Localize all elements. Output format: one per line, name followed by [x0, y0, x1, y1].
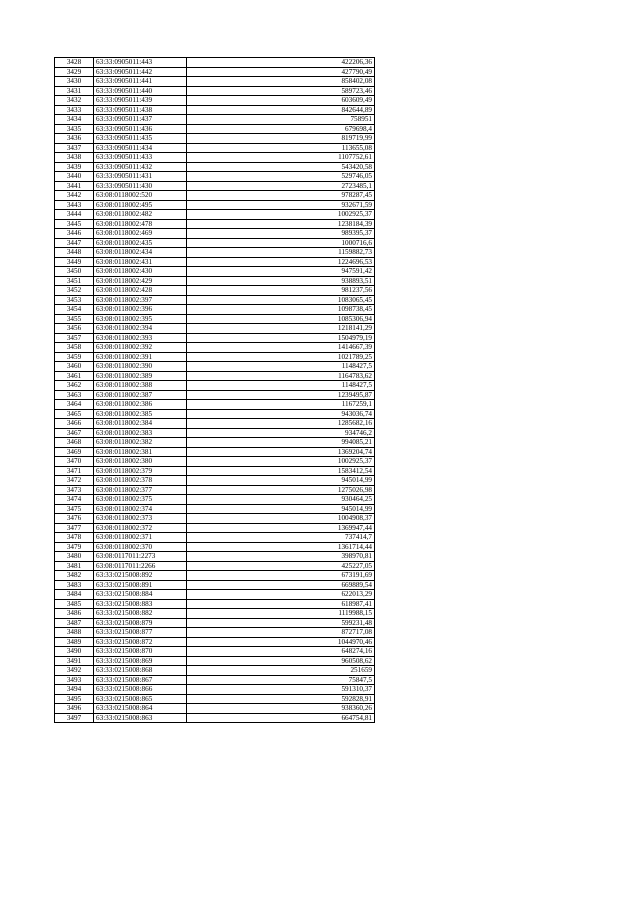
table-row	[55, 675, 375, 685]
row-number-cell: 3482	[55, 571, 94, 581]
table-row	[55, 571, 375, 581]
row-number-cell: 3464	[55, 400, 94, 410]
table-row	[55, 362, 375, 372]
table-row	[55, 618, 375, 628]
table-row	[55, 637, 375, 647]
data-table	[54, 57, 375, 723]
table-row	[55, 324, 375, 334]
cadastral-number-cell: 63:33:0905011:433	[94, 153, 187, 163]
table-row	[55, 219, 375, 229]
value-cell: 981237,56	[187, 286, 375, 296]
row-number-cell: 3439	[55, 162, 94, 172]
value-cell: 618987,41	[187, 599, 375, 609]
cadastral-number-cell: 63:08:0118002:397	[94, 295, 187, 305]
value-cell: 1098738,45	[187, 305, 375, 315]
table-row	[55, 428, 375, 438]
table-row	[55, 305, 375, 315]
cadastral-number-cell: 63:08:0118002:435	[94, 238, 187, 248]
table-row	[55, 352, 375, 362]
cadastral-number-cell: 63:08:0118002:381	[94, 447, 187, 457]
row-number-cell: 3480	[55, 552, 94, 562]
value-cell: 529746,05	[187, 172, 375, 182]
table-row	[55, 248, 375, 258]
row-number-cell: 3432	[55, 96, 94, 106]
row-number-cell: 3495	[55, 694, 94, 704]
cadastral-number-cell: 63:33:0215008:882	[94, 609, 187, 619]
cadastral-number-cell: 63:33:0215008:877	[94, 628, 187, 638]
cadastral-number-cell: 63:33:0905011:440	[94, 86, 187, 96]
row-number-cell: 3473	[55, 485, 94, 495]
row-number-cell: 3453	[55, 295, 94, 305]
table-row	[55, 210, 375, 220]
cadastral-number-cell: 63:33:0905011:442	[94, 67, 187, 77]
table-row	[55, 134, 375, 144]
table-row	[55, 191, 375, 201]
table-row	[55, 694, 375, 704]
table-row	[55, 67, 375, 77]
cadastral-number-cell: 63:08:0118002:384	[94, 419, 187, 429]
cadastral-number-cell: 63:33:0905011:443	[94, 58, 187, 68]
row-number-cell: 3488	[55, 628, 94, 638]
value-cell: 1238184,39	[187, 219, 375, 229]
row-number-cell: 3454	[55, 305, 94, 315]
cadastral-number-cell: 63:33:0905011:431	[94, 172, 187, 182]
row-number-cell: 3449	[55, 257, 94, 267]
row-number-cell: 3437	[55, 143, 94, 153]
row-number-cell: 3475	[55, 504, 94, 514]
cadastral-number-cell: 63:33:0905011:432	[94, 162, 187, 172]
table-row	[55, 58, 375, 68]
table-row	[55, 704, 375, 714]
row-number-cell: 3474	[55, 495, 94, 505]
value-cell: 994085,21	[187, 438, 375, 448]
row-number-cell: 3463	[55, 390, 94, 400]
row-number-cell: 3467	[55, 428, 94, 438]
value-cell: 1083065,45	[187, 295, 375, 305]
cadastral-number-cell: 63:08:0118002:396	[94, 305, 187, 315]
cadastral-number-cell: 63:08:0118002:434	[94, 248, 187, 258]
value-cell: 945014,99	[187, 476, 375, 486]
table-row	[55, 162, 375, 172]
row-number-cell: 3448	[55, 248, 94, 258]
value-cell: 934746,2	[187, 428, 375, 438]
value-cell: 1021789,25	[187, 352, 375, 362]
cadastral-number-cell: 63:08:0118002:374	[94, 504, 187, 514]
cadastral-number-cell: 63:08:0118002:380	[94, 457, 187, 467]
cadastral-number-cell: 63:33:0905011:439	[94, 96, 187, 106]
cadastral-number-cell: 63:33:0215008:867	[94, 675, 187, 685]
table-row	[55, 609, 375, 619]
table-row	[55, 343, 375, 353]
cadastral-number-cell: 63:33:0905011:436	[94, 124, 187, 134]
table-row	[55, 590, 375, 600]
row-number-cell: 3456	[55, 324, 94, 334]
cadastral-number-cell: 63:08:0118002:393	[94, 333, 187, 343]
row-number-cell: 3433	[55, 105, 94, 115]
cadastral-number-cell: 63:08:0118002:394	[94, 324, 187, 334]
value-cell: 669889,54	[187, 580, 375, 590]
value-cell: 989395,37	[187, 229, 375, 239]
value-cell: 938893,51	[187, 276, 375, 286]
cadastral-number-cell: 63:33:0215008:891	[94, 580, 187, 590]
value-cell: 599231,48	[187, 618, 375, 628]
value-cell: 589723,46	[187, 86, 375, 96]
row-number-cell: 3446	[55, 229, 94, 239]
value-cell: 1369947,44	[187, 523, 375, 533]
cadastral-number-cell: 63:33:0905011:430	[94, 181, 187, 191]
table-row	[55, 96, 375, 106]
value-cell: 1044970,46	[187, 637, 375, 647]
cadastral-number-cell: 63:33:0215008:865	[94, 694, 187, 704]
cadastral-number-cell: 63:08:0118002:382	[94, 438, 187, 448]
row-number-cell: 3440	[55, 172, 94, 182]
row-number-cell: 3459	[55, 352, 94, 362]
value-cell: 1504979,19	[187, 333, 375, 343]
value-cell: 591310,37	[187, 685, 375, 695]
cadastral-number-cell: 63:33:0215008:864	[94, 704, 187, 714]
cadastral-number-cell: 63:08:0118002:370	[94, 542, 187, 552]
row-number-cell: 3462	[55, 381, 94, 391]
cadastral-number-cell: 63:08:0118002:495	[94, 200, 187, 210]
table-row	[55, 200, 375, 210]
table-row	[55, 485, 375, 495]
cadastral-number-cell: 63:08:0118002:390	[94, 362, 187, 372]
value-cell: 1285682,16	[187, 419, 375, 429]
table-row	[55, 153, 375, 163]
row-number-cell: 3434	[55, 115, 94, 125]
table-row	[55, 447, 375, 457]
table-row	[55, 229, 375, 239]
value-cell: 664754,81	[187, 713, 375, 723]
row-number-cell: 3452	[55, 286, 94, 296]
cadastral-number-cell: 63:08:0118002:429	[94, 276, 187, 286]
table-body	[55, 58, 375, 723]
row-number-cell: 3429	[55, 67, 94, 77]
row-number-cell: 3484	[55, 590, 94, 600]
table-row	[55, 238, 375, 248]
table-row	[55, 419, 375, 429]
table-row	[55, 86, 375, 96]
value-cell: 1361714,44	[187, 542, 375, 552]
row-number-cell: 3428	[55, 58, 94, 68]
cadastral-number-cell: 63:08:0118002:482	[94, 210, 187, 220]
cadastral-number-cell: 63:08:0118002:373	[94, 514, 187, 524]
cadastral-number-cell: 63:33:0905011:441	[94, 77, 187, 87]
row-number-cell: 3430	[55, 77, 94, 87]
table-row	[55, 438, 375, 448]
value-cell: 872717,08	[187, 628, 375, 638]
value-cell: 592828,91	[187, 694, 375, 704]
value-cell: 1164783,62	[187, 371, 375, 381]
table-row	[55, 523, 375, 533]
row-number-cell: 3470	[55, 457, 94, 467]
row-number-cell: 3465	[55, 409, 94, 419]
value-cell: 1369204,74	[187, 447, 375, 457]
table-row	[55, 295, 375, 305]
table-row	[55, 257, 375, 267]
cadastral-number-cell: 63:08:0118002:379	[94, 466, 187, 476]
value-cell: 1002925,37	[187, 457, 375, 467]
cadastral-number-cell: 63:08:0118002:375	[94, 495, 187, 505]
cadastral-number-cell: 63:33:0215008:872	[94, 637, 187, 647]
cadastral-number-cell: 63:08:0118002:377	[94, 485, 187, 495]
cadastral-number-cell: 63:33:0215008:868	[94, 666, 187, 676]
row-number-cell: 3435	[55, 124, 94, 134]
cadastral-number-cell: 63:33:0905011:437	[94, 115, 187, 125]
cadastral-number-cell: 63:08:0118002:520	[94, 191, 187, 201]
row-number-cell: 3481	[55, 561, 94, 571]
cadastral-number-cell: 63:33:0215008:892	[94, 571, 187, 581]
cadastral-number-cell: 63:08:0118002:391	[94, 352, 187, 362]
table-row	[55, 647, 375, 657]
value-cell: 938360,26	[187, 704, 375, 714]
row-number-cell: 3485	[55, 599, 94, 609]
row-number-cell: 3431	[55, 86, 94, 96]
table-row	[55, 533, 375, 543]
table-row	[55, 409, 375, 419]
row-number-cell: 3447	[55, 238, 94, 248]
value-cell: 543420,58	[187, 162, 375, 172]
row-number-cell: 3469	[55, 447, 94, 457]
value-cell: 113655,08	[187, 143, 375, 153]
row-number-cell: 3466	[55, 419, 94, 429]
table-row	[55, 181, 375, 191]
cadastral-number-cell: 63:08:0118002:371	[94, 533, 187, 543]
row-number-cell: 3450	[55, 267, 94, 277]
cadastral-number-cell: 63:08:0118002:469	[94, 229, 187, 239]
table-row	[55, 124, 375, 134]
row-number-cell: 3436	[55, 134, 94, 144]
table-row	[55, 276, 375, 286]
cadastral-number-cell: 63:08:0118002:389	[94, 371, 187, 381]
value-cell: 1159882,73	[187, 248, 375, 258]
row-number-cell: 3460	[55, 362, 94, 372]
cadastral-number-cell: 63:08:0118002:372	[94, 523, 187, 533]
table-row	[55, 476, 375, 486]
row-number-cell: 3490	[55, 647, 94, 657]
row-number-cell: 3455	[55, 314, 94, 324]
table-row	[55, 333, 375, 343]
cadastral-number-cell: 63:08:0118002:392	[94, 343, 187, 353]
row-number-cell: 3442	[55, 191, 94, 201]
value-cell: 679698,4	[187, 124, 375, 134]
value-cell: 2723485,1	[187, 181, 375, 191]
value-cell: 1167259,1	[187, 400, 375, 410]
value-cell: 1414667,39	[187, 343, 375, 353]
value-cell: 648274,16	[187, 647, 375, 657]
row-number-cell: 3492	[55, 666, 94, 676]
cadastral-number-cell: 63:33:0905011:434	[94, 143, 187, 153]
cadastral-number-cell: 63:08:0118002:388	[94, 381, 187, 391]
value-cell: 622013,29	[187, 590, 375, 600]
cadastral-number-cell: 63:33:0905011:435	[94, 134, 187, 144]
value-cell: 819719,99	[187, 134, 375, 144]
cadastral-number-cell: 63:33:0215008:869	[94, 656, 187, 666]
value-cell: 960508,62	[187, 656, 375, 666]
row-number-cell: 3471	[55, 466, 94, 476]
table-row	[55, 143, 375, 153]
row-number-cell: 3451	[55, 276, 94, 286]
value-cell: 930464,25	[187, 495, 375, 505]
row-number-cell: 3477	[55, 523, 94, 533]
cadastral-number-cell: 63:08:0118002:478	[94, 219, 187, 229]
value-cell: 943036,74	[187, 409, 375, 419]
value-cell: 427790,49	[187, 67, 375, 77]
value-cell: 1218141,29	[187, 324, 375, 334]
cadastral-number-cell: 63:08:0118002:378	[94, 476, 187, 486]
row-number-cell: 3472	[55, 476, 94, 486]
table-row	[55, 105, 375, 115]
value-cell: 1239495,87	[187, 390, 375, 400]
table-row	[55, 172, 375, 182]
table-row	[55, 599, 375, 609]
table-row	[55, 514, 375, 524]
table-row	[55, 580, 375, 590]
value-cell: 1224696,53	[187, 257, 375, 267]
cadastral-number-cell: 63:08:0118002:387	[94, 390, 187, 400]
table-row	[55, 457, 375, 467]
row-number-cell: 3491	[55, 656, 94, 666]
table-row	[55, 314, 375, 324]
value-cell: 1002925,37	[187, 210, 375, 220]
value-cell: 1583412,54	[187, 466, 375, 476]
row-number-cell: 3441	[55, 181, 94, 191]
row-number-cell: 3478	[55, 533, 94, 543]
table-row	[55, 381, 375, 391]
table-row	[55, 267, 375, 277]
cadastral-number-cell: 63:08:0117011:2266	[94, 561, 187, 571]
value-cell: 425227,05	[187, 561, 375, 571]
value-cell: 978287,45	[187, 191, 375, 201]
row-number-cell: 3487	[55, 618, 94, 628]
value-cell: 858402,08	[187, 77, 375, 87]
table-row	[55, 666, 375, 676]
cadastral-number-cell: 63:08:0118002:428	[94, 286, 187, 296]
table-row	[55, 561, 375, 571]
row-number-cell: 3489	[55, 637, 94, 647]
value-cell: 1275026,98	[187, 485, 375, 495]
row-number-cell: 3476	[55, 514, 94, 524]
value-cell: 251659	[187, 666, 375, 676]
row-number-cell: 3443	[55, 200, 94, 210]
value-cell: 945014,99	[187, 504, 375, 514]
row-number-cell: 3493	[55, 675, 94, 685]
cadastral-number-cell: 63:08:0118002:386	[94, 400, 187, 410]
table-row	[55, 542, 375, 552]
row-number-cell: 3457	[55, 333, 94, 343]
table-row	[55, 685, 375, 695]
value-cell: 1004908,37	[187, 514, 375, 524]
value-cell: 603609,49	[187, 96, 375, 106]
row-number-cell: 3461	[55, 371, 94, 381]
row-number-cell: 3438	[55, 153, 94, 163]
cadastral-number-cell: 63:08:0118002:430	[94, 267, 187, 277]
cadastral-number-cell: 63:33:0215008:884	[94, 590, 187, 600]
value-cell: 737414,7	[187, 533, 375, 543]
table-row	[55, 552, 375, 562]
cadastral-number-cell: 63:33:0215008:879	[94, 618, 187, 628]
table-row	[55, 400, 375, 410]
row-number-cell: 3445	[55, 219, 94, 229]
row-number-cell: 3468	[55, 438, 94, 448]
table-row	[55, 656, 375, 666]
cadastral-number-cell: 63:33:0215008:863	[94, 713, 187, 723]
value-cell: 398970,81	[187, 552, 375, 562]
row-number-cell: 3494	[55, 685, 94, 695]
value-cell: 1148427,5	[187, 381, 375, 391]
value-cell: 842644,89	[187, 105, 375, 115]
value-cell: 1000716,6	[187, 238, 375, 248]
cadastral-number-cell: 63:08:0118002:383	[94, 428, 187, 438]
table-row	[55, 286, 375, 296]
table-row	[55, 713, 375, 723]
value-cell: 947591,42	[187, 267, 375, 277]
cadastral-number-cell: 63:33:0215008:866	[94, 685, 187, 695]
value-cell: 422206,36	[187, 58, 375, 68]
table-row	[55, 504, 375, 514]
cadastral-number-cell: 63:33:0215008:870	[94, 647, 187, 657]
value-cell: 75847,5	[187, 675, 375, 685]
row-number-cell: 3486	[55, 609, 94, 619]
table-row	[55, 371, 375, 381]
row-number-cell: 3496	[55, 704, 94, 714]
row-number-cell: 3479	[55, 542, 94, 552]
row-number-cell: 3444	[55, 210, 94, 220]
row-number-cell: 3458	[55, 343, 94, 353]
table-row	[55, 77, 375, 87]
cadastral-number-cell: 63:33:0215008:883	[94, 599, 187, 609]
value-cell: 1148427,5	[187, 362, 375, 372]
cadastral-number-cell: 63:08:0118002:431	[94, 257, 187, 267]
cadastral-number-cell: 63:08:0118002:395	[94, 314, 187, 324]
cadastral-number-cell: 63:08:0118002:385	[94, 409, 187, 419]
cadastral-number-cell: 63:08:0117011:2273	[94, 552, 187, 562]
value-cell: 673191,69	[187, 571, 375, 581]
row-number-cell: 3483	[55, 580, 94, 590]
row-number-cell: 3497	[55, 713, 94, 723]
table-row	[55, 495, 375, 505]
value-cell: 1085306,94	[187, 314, 375, 324]
value-cell: 1119988,15	[187, 609, 375, 619]
cadastral-number-cell: 63:33:0905011:438	[94, 105, 187, 115]
value-cell: 932671,59	[187, 200, 375, 210]
value-cell: 1107752,61	[187, 153, 375, 163]
value-cell: 758951	[187, 115, 375, 125]
table-row	[55, 466, 375, 476]
table-row	[55, 628, 375, 638]
table-row	[55, 390, 375, 400]
table-row	[55, 115, 375, 125]
